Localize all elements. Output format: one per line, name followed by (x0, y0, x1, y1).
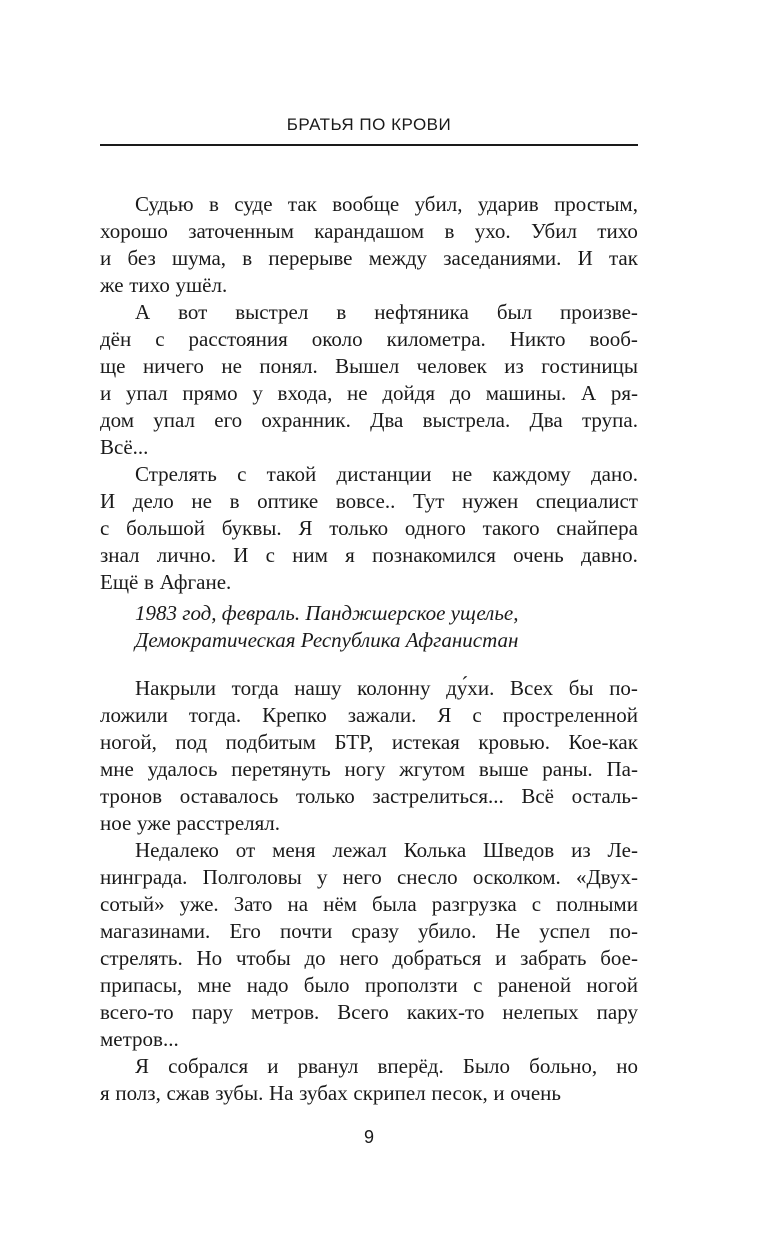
section-heading-line: Демократическая Республика Афганистан (135, 628, 519, 652)
text-line: ще ничего не понял. Вышел человек из гостиницы (100, 354, 638, 378)
text-line: стрелять. Но чтобы до него добраться и забрать бое- (100, 946, 638, 970)
text-line: я полз, сжав зубы. На зубах скрипел песок, и очень (100, 1081, 561, 1105)
text-line: Судью в суде так вообще убил, ударив простым, (135, 192, 638, 216)
header-rule (100, 144, 638, 146)
body-text-top (100, 191, 638, 596)
text-line: А вот выстрел в нефтяника был произве- (135, 300, 638, 324)
text-line: мне удалось перетянуть ногу жгутом выше раны. Па- (100, 757, 638, 781)
text-line: Недалеко от меня лежал Колька Шведов из Ле- (135, 838, 638, 862)
text-line: Ещё в Афгане. (100, 570, 232, 594)
text-line: ное уже расстрелял. (100, 811, 281, 835)
section-heading (135, 600, 635, 654)
text-line: нинграда. Полголовы у него снесло осколком. «Двух- (100, 865, 638, 889)
text-line: магазинами. Его почти сразу убило. Не успел по- (100, 919, 638, 943)
section-heading-line: 1983 год, февраль. Панджшерское ущелье, (135, 601, 519, 625)
text-line: ложили тогда. Крепко зажали. Я с простреленной (100, 703, 638, 727)
text-line: тронов оставалось только застрелиться... Всё осталь- (100, 784, 638, 808)
running-head: БРАТЬЯ ПО КРОВИ (286, 115, 452, 134)
text-line: всего-то пару метров. Всего каких-то нелепых пару (100, 1000, 638, 1024)
text-line: припасы, мне надо было проползти с раненой ногой (100, 973, 638, 997)
text-line: хорошо заточенным карандашом в ухо. Убил тихо (100, 219, 638, 243)
text-line: И дело не в оптике вовсе.. Тут нужен специалист (100, 489, 638, 513)
text-line: Накрыли тогда нашу колонну ду́хи. Всех бы по- (135, 676, 638, 700)
body-text-bottom (100, 675, 638, 1107)
text-line: Всё... (100, 435, 149, 459)
text-line: метров... (100, 1027, 179, 1051)
text-line: и упал прямо у входа, не дойдя до машины. А ря- (100, 381, 638, 405)
text-line: и без шума, в перерыве между заседаниями. И так (100, 246, 638, 270)
text-line: же тихо ушёл. (100, 273, 228, 297)
page-number: 9 (363, 1127, 374, 1147)
text-line: Я собрался и рванул вперёд. Было больно, но (135, 1054, 638, 1078)
text-line: дён с расстояния около километра. Никто вооб- (100, 327, 638, 351)
text-line: дом упал его охранник. Два выстрела. Два трупа. (100, 408, 638, 432)
text-line: Стрелять с такой дистанции не каждому дано. (135, 462, 638, 486)
text-line: сотый» уже. Зато на нём была разгрузка с полными (100, 892, 638, 916)
text-line: знал лично. И с ним я познакомился очень давно. (100, 543, 638, 567)
text-line: с большой буквы. Я только одного такого снайпера (100, 516, 638, 540)
text-line: ногой, под подбитым БТР, истекая кровью. Кое-как (100, 730, 638, 754)
